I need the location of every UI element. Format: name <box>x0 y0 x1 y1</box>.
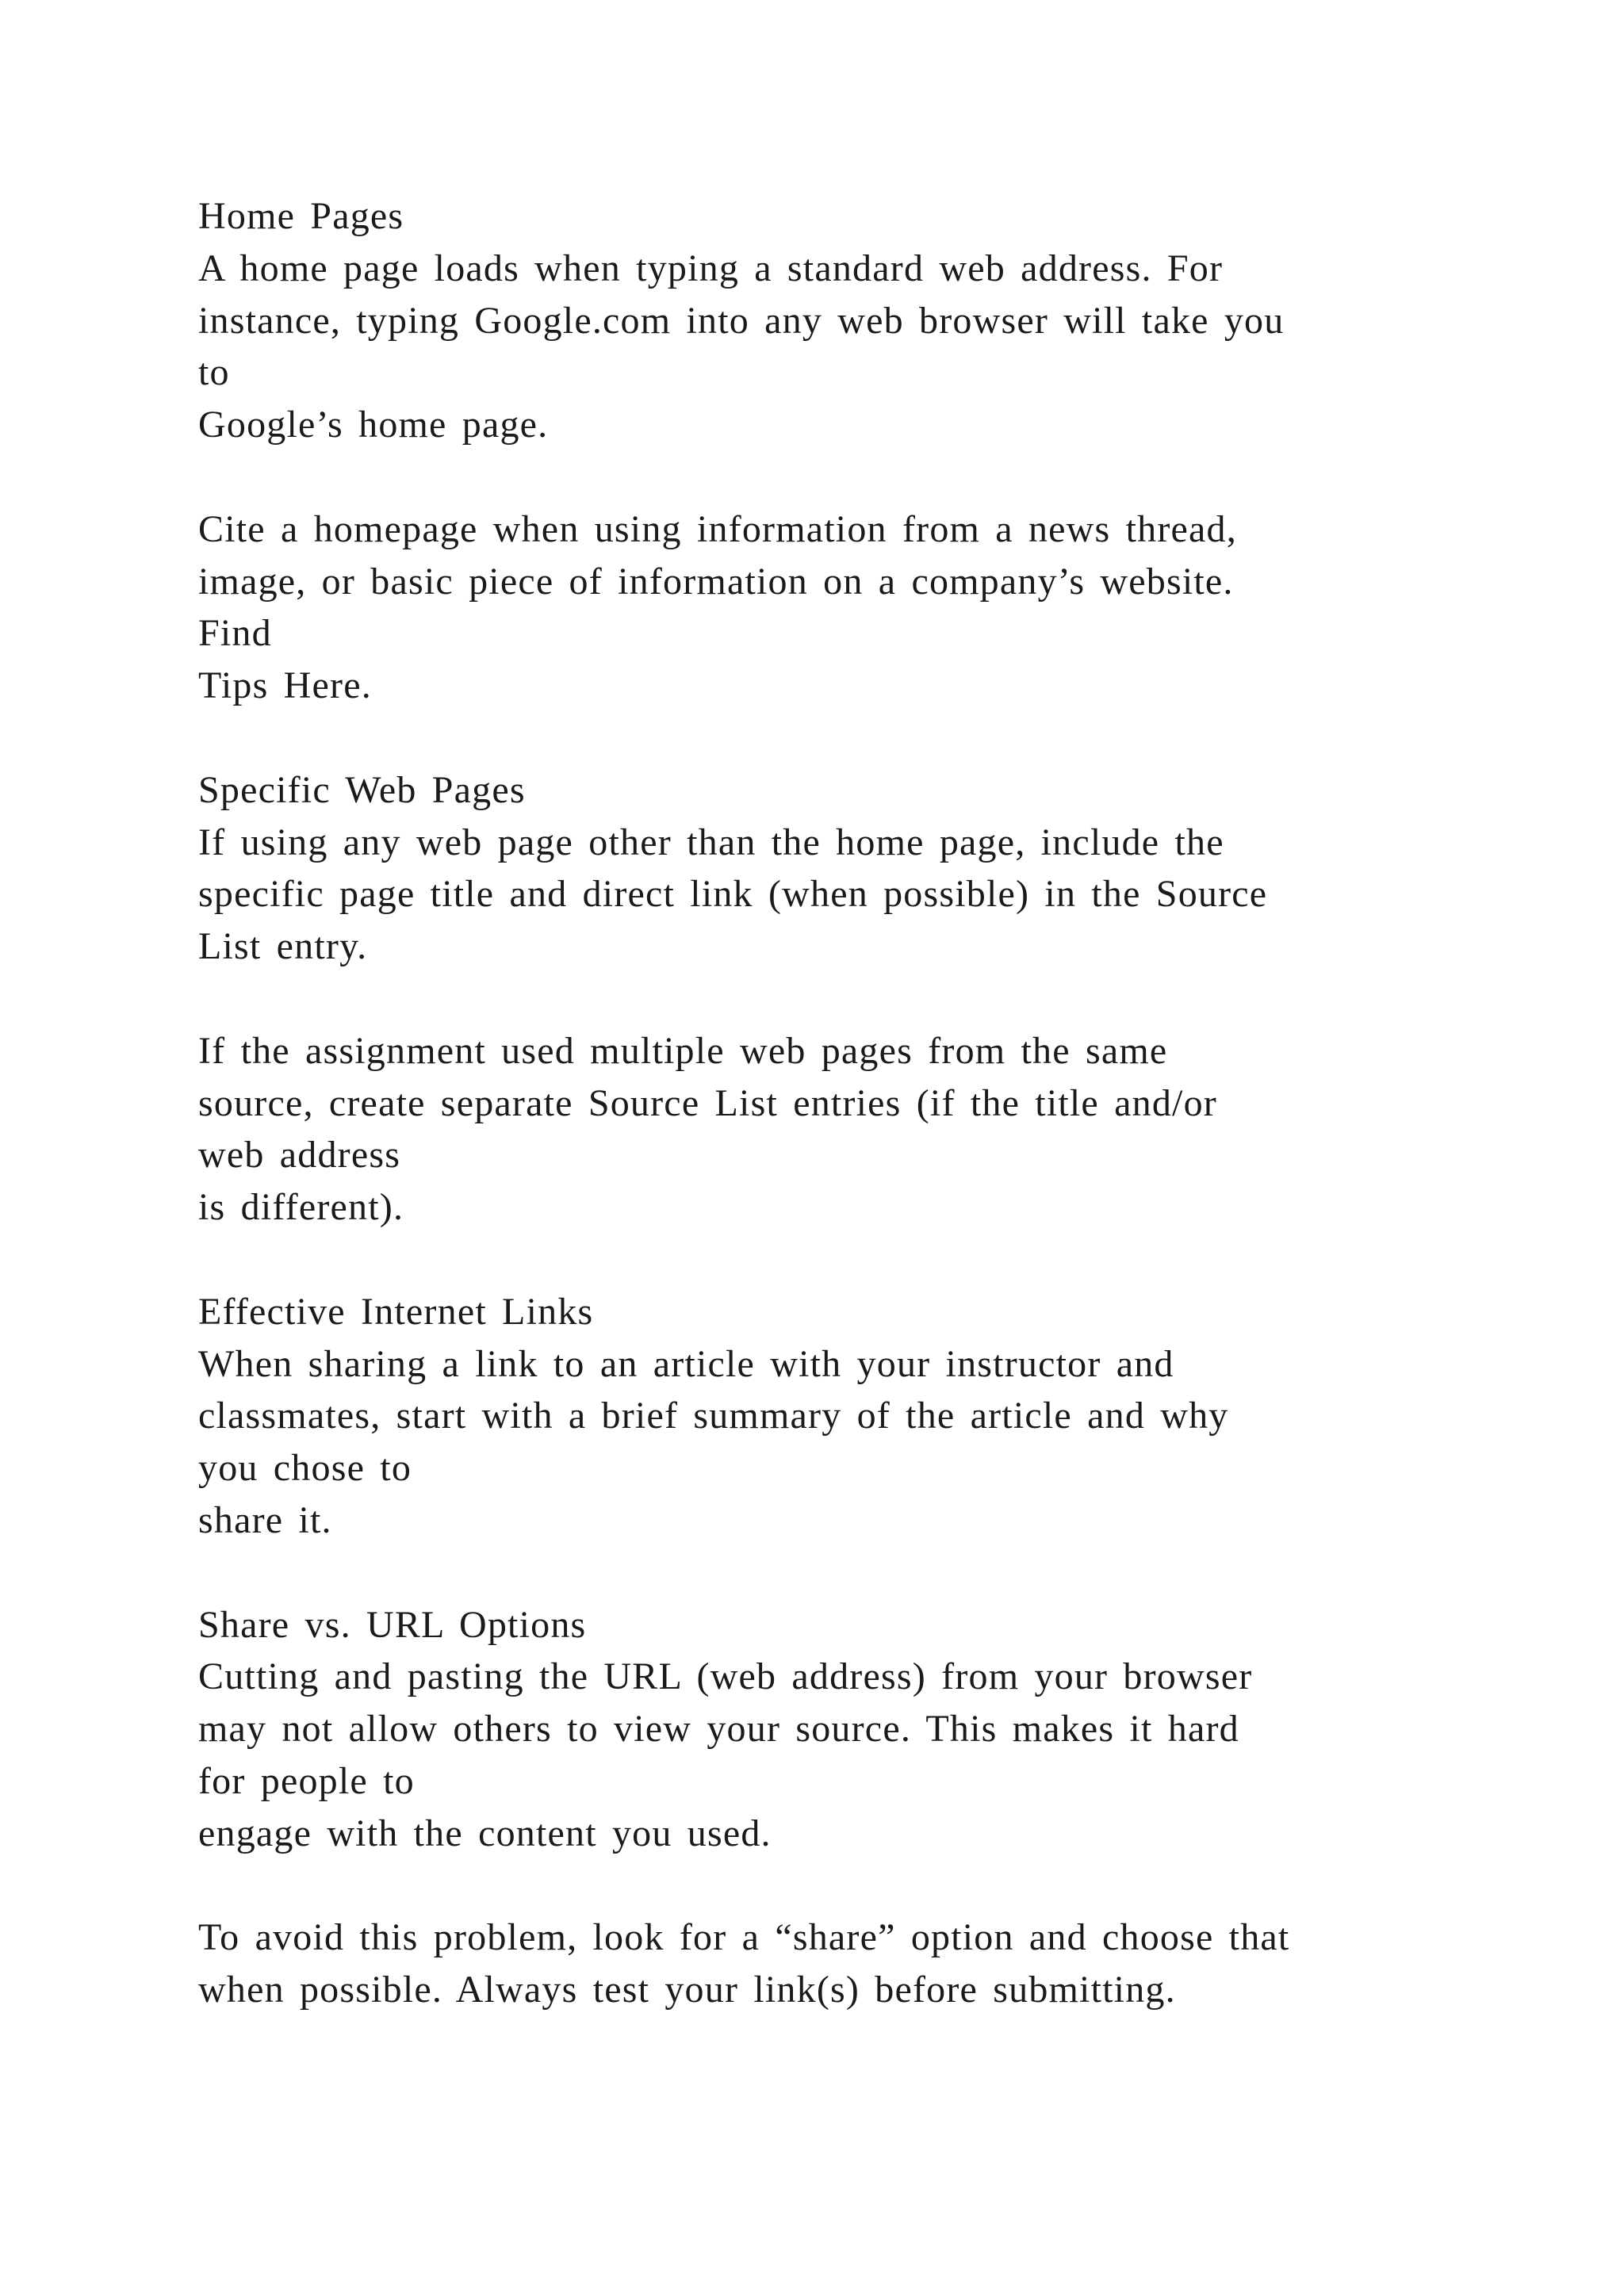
paragraph-gap <box>198 973 1483 1025</box>
text-line: Share vs. URL Options <box>198 1603 587 1646</box>
text-line: Effective Internet Links <box>198 1290 594 1333</box>
text-line: you chose to <box>198 1447 412 1490</box>
text-line: when possible. Always test your link(s) before submitting. <box>198 1969 1176 2011</box>
text-line: List entry. <box>198 925 368 968</box>
paragraph-cite-homepage <box>198 503 1483 712</box>
paragraph-effective-links <box>198 1286 1483 1547</box>
text-line: When sharing a link to an article with your instructor and <box>198 1342 1174 1385</box>
text-line: specific page title and direct link (when possible) in the Source <box>198 873 1268 916</box>
text-line: Tips Here. <box>198 664 372 707</box>
paragraph-gap <box>198 712 1483 764</box>
text-line: Cutting and pasting the URL (web address) from your browser <box>198 1655 1253 1698</box>
paragraph-gap <box>198 1860 1483 1912</box>
text-line: A home page loads when typing a standard web address. For <box>198 247 1224 289</box>
text-line: may not allow others to view your source. This makes it hard <box>198 1708 1239 1751</box>
paragraph-multiple-pages <box>198 1025 1483 1234</box>
text-line: instance, typing Google.com into any web browser will take you <box>198 299 1285 342</box>
text-line: source, create separate Source List entries (if the title and/or <box>198 1081 1217 1124</box>
text-line: is different). <box>198 1186 404 1229</box>
text-line: to <box>198 351 230 394</box>
text-line: Cite a homepage when using information from a news thread, <box>198 507 1237 550</box>
text-line: Specific Web Pages <box>198 768 526 811</box>
paragraph-home-pages <box>198 190 1483 451</box>
text-line: web address <box>198 1134 401 1177</box>
paragraph-share-vs-url <box>198 1599 1483 1860</box>
paragraph-avoid-problem <box>198 1911 1483 2016</box>
paragraph-gap <box>198 451 1483 503</box>
text-line: To avoid this problem, look for a “share” option and choose that <box>198 1916 1290 1959</box>
paragraph-gap <box>198 1234 1483 1286</box>
text-line: image, or basic piece of information on a company’s website. <box>198 560 1234 603</box>
text-line: share it. <box>198 1498 332 1541</box>
text-line: If the assignment used multiple web pages from the same <box>198 1029 1168 1072</box>
text-line: Google’s home page. <box>198 404 549 446</box>
text-line: Find <box>198 612 272 655</box>
paragraph-specific-web-pages <box>198 764 1483 973</box>
text-line: classmates, start with a brief summary of the article and why <box>198 1395 1229 1437</box>
text-line: engage with the content you used. <box>198 1812 772 1854</box>
document-body <box>198 190 1483 2016</box>
text-line: for people to <box>198 1759 415 1802</box>
text-line: Home Pages <box>198 195 404 237</box>
text-line: If using any web page other than the home page, include the <box>198 821 1224 863</box>
paragraph-gap <box>198 1547 1483 1599</box>
